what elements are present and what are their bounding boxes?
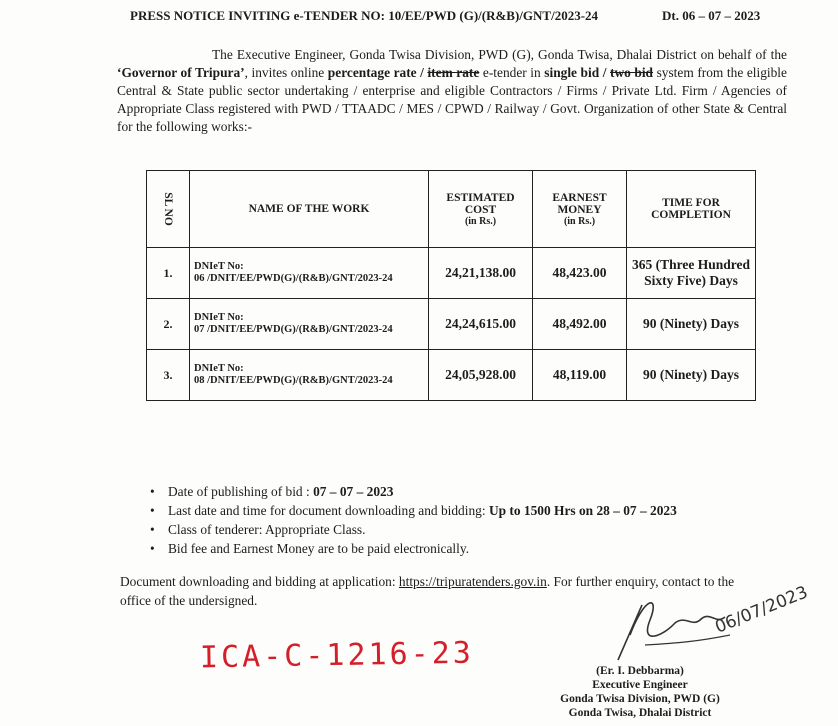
- signatory-place: Gonda Twisa, Dhalai District: [568, 707, 712, 719]
- intro-paragraph: [117, 46, 787, 136]
- row-time: 365 (Three Hundred Sixty Five) Days: [627, 248, 756, 299]
- list-item: • Last date and time for document downloading and bidding: Up to 1500 Hrs on 28 – 07 – 2023: [150, 501, 677, 520]
- intro-text-2: , invites online: [244, 65, 328, 80]
- table-header-row: [147, 171, 756, 248]
- signature-date: 06/07/2023: [712, 582, 811, 638]
- table-row: [147, 248, 756, 299]
- intro-text-1: The Executive Engineer, Gonda Twisa Division, PWD (G), Gonda Twisa, Dhalai District on behalf of the: [212, 47, 787, 62]
- notice-title: PRESS NOTICE INVITING e-TENDER NO: 10/EE/PWD (G)/(R&B)/GNT/2023-24: [130, 8, 599, 23]
- footer-text-1: Document downloading and bidding at application:: [120, 574, 399, 589]
- row-cost: 24,24,615.00: [429, 299, 533, 350]
- signature-scribble-icon: [600, 575, 820, 665]
- row-time: 90 (Ninety) Days: [627, 350, 756, 401]
- signatory-division: Gonda Twisa Division, PWD (G): [560, 693, 720, 705]
- notice-date: Dt. 06 – 07 – 2023: [662, 8, 761, 23]
- table-row: [147, 299, 756, 350]
- row-time: 90 (Ninety) Days: [627, 299, 756, 350]
- list-item: • Class of tenderer: Appropriate Class.: [150, 520, 677, 539]
- time-for-completion-header: TIME FOR COMPLETION: [627, 171, 756, 248]
- works-table: [146, 170, 756, 401]
- red-reference-stamp: ICA-C-1216-23: [199, 635, 475, 676]
- row-cost: 24,21,138.00: [429, 248, 533, 299]
- notice-header: [130, 8, 770, 24]
- list-item: • Date of publishing of bid : 07 – 07 – 2023: [150, 482, 677, 501]
- row-work-name: DNIeT No: 06 /DNIT/EE/PWD(G)/(R&B)/GNT/2023-24: [190, 248, 429, 299]
- intro-governor: ‘Governor of Tripura’: [117, 65, 245, 80]
- table-row: [147, 350, 756, 401]
- row-sl: 3.: [147, 350, 190, 401]
- intro-text-4: system from the eligible Central & State public sector undertaking / enterprise and eligible Contractors / Firms / Private Ltd. Firm / Agencies of Appropriate Class registered with PWD / TTAADC / MES / CPWD / Railway / Govt. Organization of other State & Central for the following works:-: [117, 65, 787, 134]
- intro-rate-struck: item rate: [427, 65, 480, 80]
- name-of-work-header: NAME OF THE WORK: [190, 171, 429, 248]
- signature: [600, 575, 820, 670]
- footer-text-2: . For further enquiry, contact to the office of the undersigned.: [120, 574, 735, 608]
- row-work-name: DNIeT No: 07 /DNIT/EE/PWD(G)/(R&B)/GNT/2023-24: [190, 299, 429, 350]
- tender-details-list: [150, 482, 677, 558]
- row-work-name: DNIeT No: 08 /DNIT/EE/PWD(G)/(R&B)/GNT/2023-24: [190, 350, 429, 401]
- estimated-cost-header: ESTIMATED COST (in Rs.): [429, 171, 533, 248]
- intro-rate-kept: percentage rate /: [327, 65, 428, 80]
- signatory-name: (Er. I. Debbarma): [596, 665, 684, 677]
- list-item: • Bid fee and Earnest Money are to be paid electronically.: [150, 539, 677, 558]
- signatory-block: [540, 664, 740, 720]
- row-cost: 24,05,928.00: [429, 350, 533, 401]
- row-earnest: 48,119.00: [533, 350, 627, 401]
- intro-bid-kept: single bid /: [544, 65, 611, 80]
- intro-bid-struck: two bid: [610, 65, 654, 80]
- row-sl: 2.: [147, 299, 190, 350]
- row-earnest: 48,492.00: [533, 299, 627, 350]
- tender-portal-link[interactable]: https://tripuratenders.gov.in: [398, 574, 547, 589]
- row-earnest: 48,423.00: [533, 248, 627, 299]
- earnest-money-header: EARNEST MONEY (in Rs.): [533, 171, 627, 248]
- intro-text-3: e-tender in: [479, 65, 545, 80]
- row-sl: 1.: [147, 248, 190, 299]
- signatory-designation: Executive Engineer: [592, 679, 688, 691]
- sl-no-header: SL NO: [147, 171, 190, 248]
